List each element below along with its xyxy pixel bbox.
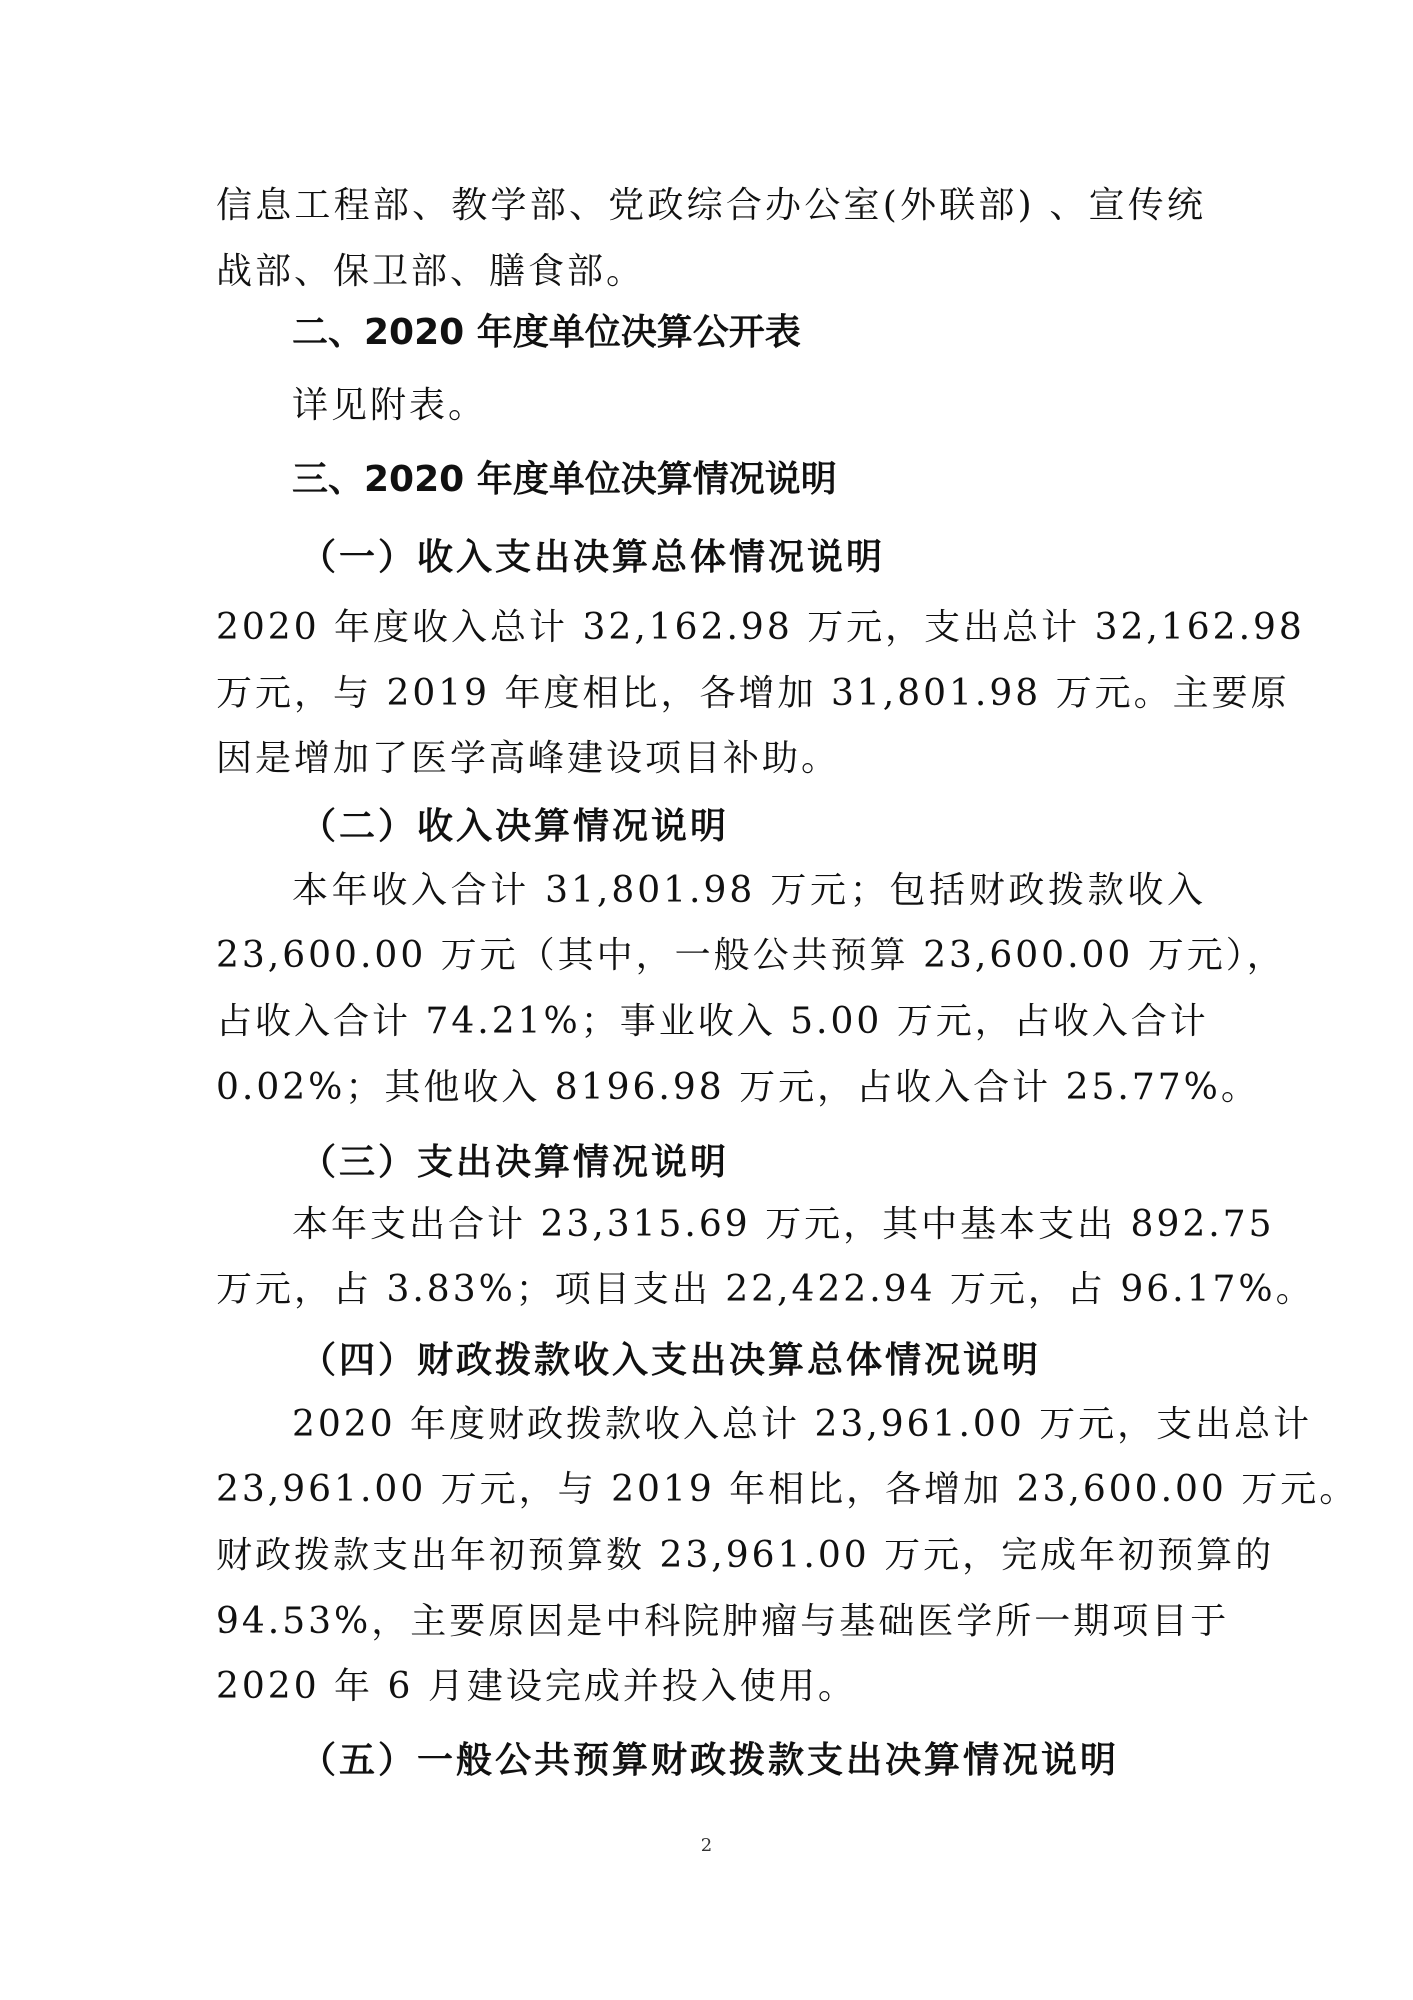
paragraph-line: 23,600.00 万元（其中，一般公共预算 23,600.00 万元）， [216,935,1286,976]
paragraph-line: 2020 年度财政拨款收入总计 23,961.00 万元，支出总计 [292,1404,1313,1445]
paragraph-line: 本年支出合计 23,315.69 万元，其中基本支出 892.75 [292,1204,1275,1245]
paragraph-line: 本年收入合计 31,801.98 万元；包括财政拨款收入 [292,870,1206,911]
paragraph-line: 详见附表。 [292,385,488,426]
section-heading: 二、2020 年度单位决算公开表 [292,312,801,353]
subsection-heading: （二）收入决算情况说明 [300,805,730,847]
intro-line: 战部、保卫部、膳食部。 [216,251,646,292]
subsection-heading: （三）支出决算情况说明 [300,1141,730,1183]
page-number: 2 [700,1835,713,1856]
paragraph-line: 23,961.00 万元，与 2019 年相比，各增加 23,600.00 万元。 [216,1469,1359,1510]
paragraph-line: 万元，占 3.83%；项目支出 22,422.94 万元，占 96.17%。 [216,1269,1315,1310]
paragraph-line: 财政拨款支出年初预算数 23,961.00 万元，完成年初预算的 [216,1535,1275,1576]
paragraph-line: 0.02%；其他收入 8196.98 万元，占收入合计 25.77%。 [216,1067,1260,1108]
section-heading: 三、2020 年度单位决算情况说明 [292,459,837,500]
paragraph-line: 万元，与 2019 年度相比，各增加 31,801.98 万元。主要原 [216,673,1290,714]
paragraph-line: 94.53%，主要原因是中科院肿瘤与基础医学所一期项目于 [216,1601,1230,1642]
intro-line: 信息工程部、教学部、党政综合办公室(外联部) 、宣传统 [216,185,1206,226]
subsection-heading: （四）财政拨款收入支出决算总体情况说明 [300,1339,1042,1381]
paragraph-line: 2020 年度收入总计 32,162.98 万元，支出总计 32,162.98 [216,607,1305,648]
paragraph-line: 因是增加了医学高峰建设项目补助。 [216,738,841,779]
subsection-heading: （五）一般公共预算财政拨款支出决算情况说明 [300,1739,1120,1781]
paragraph-line: 占收入合计 74.21%；事业收入 5.00 万元，占收入合计 [216,1001,1209,1042]
paragraph-line: 2020 年 6 月建设完成并投入使用。 [216,1666,857,1707]
subsection-heading: （一）收入支出决算总体情况说明 [300,536,886,578]
